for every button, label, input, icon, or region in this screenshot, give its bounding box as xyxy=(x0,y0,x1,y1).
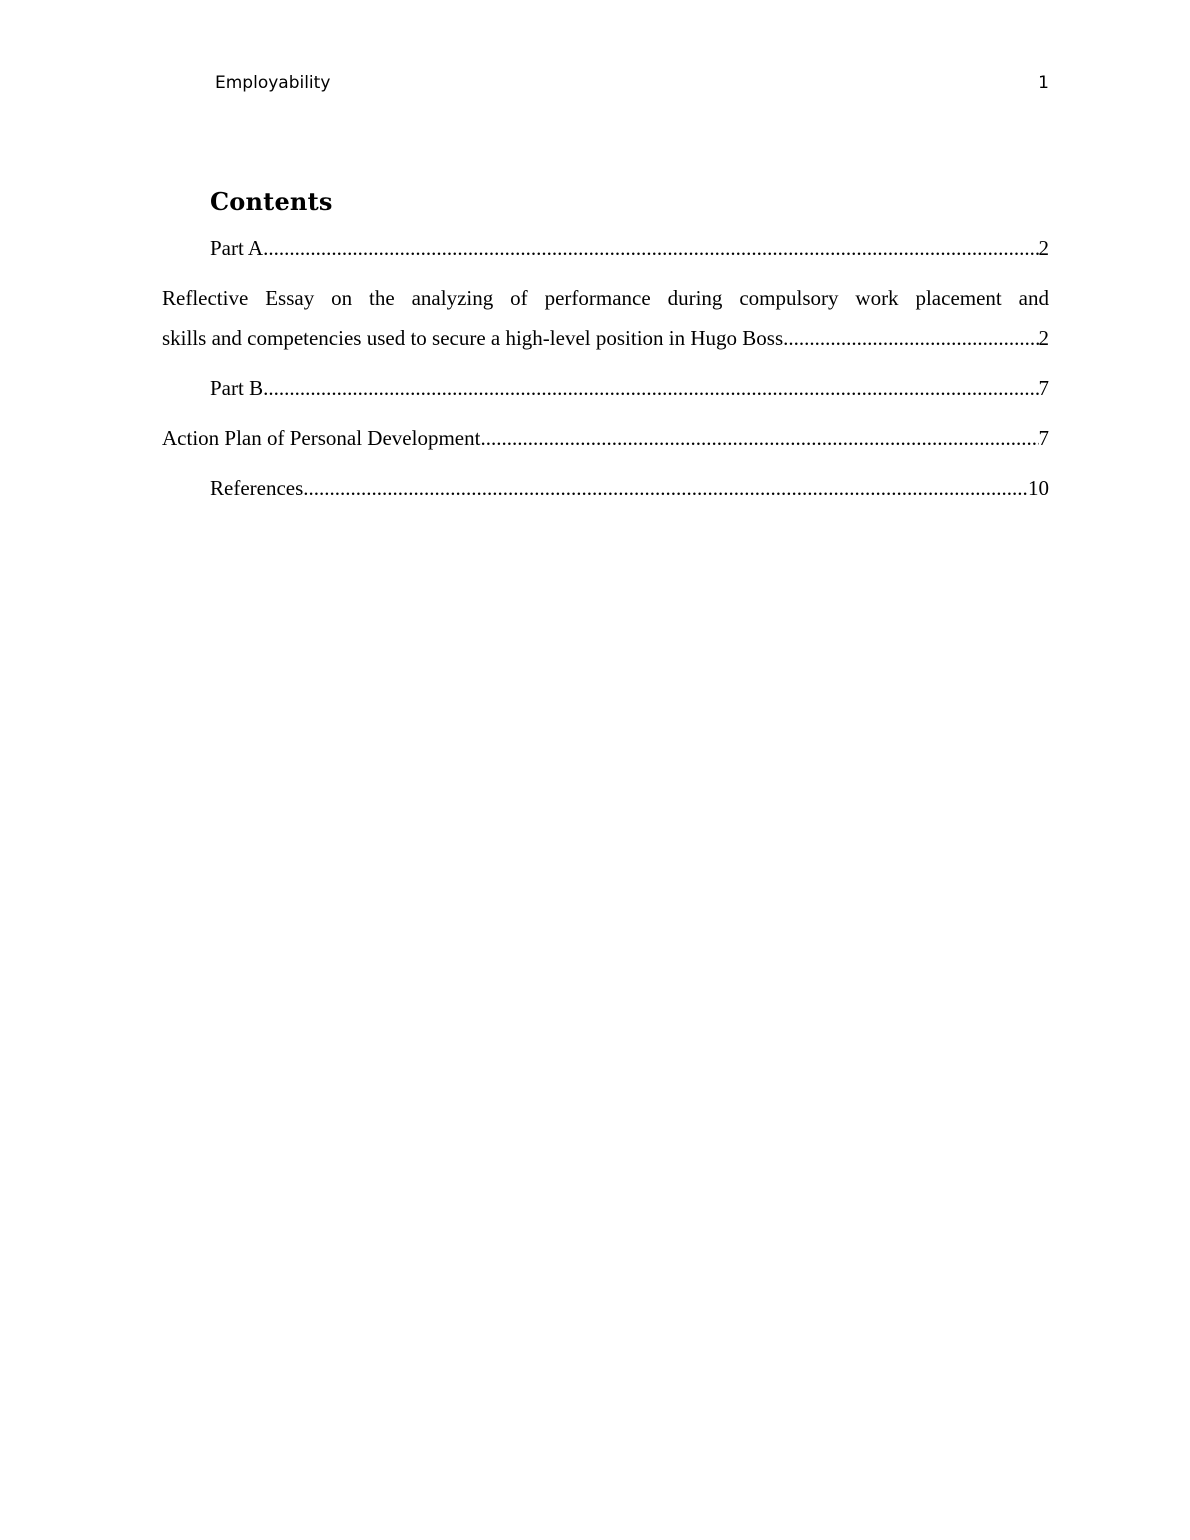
toc-leader-dots xyxy=(480,423,1038,453)
toc-entry-label: Action Plan of Personal Development xyxy=(162,426,481,450)
toc-entry-label-line1: Reflective Essay on the analyzing of performance during compulsory work placement and xyxy=(162,286,1049,310)
toc-leader-dots xyxy=(263,373,1038,403)
toc-entry-page: 10 xyxy=(1028,476,1049,500)
toc-entry-part-b[interactable] xyxy=(210,373,1049,403)
running-header-title: Employability xyxy=(215,73,331,93)
toc-entry-references[interactable] xyxy=(210,473,1049,503)
toc-entry-page: 7 xyxy=(1038,376,1049,400)
toc-entry-label: Part B xyxy=(210,376,264,400)
toc-leader-dots xyxy=(263,233,1038,263)
toc-entry-label: References xyxy=(210,476,304,500)
toc-entry-label: skills and competencies used to secure a high-level position in Hugo Boss xyxy=(162,326,784,350)
toc-entry-page: 7 xyxy=(1038,426,1049,450)
toc-heading: Contents xyxy=(210,187,333,216)
toc-entry-reflective-essay[interactable] xyxy=(162,323,1049,353)
page-number: 1 xyxy=(1038,73,1049,93)
toc-entry-part-a[interactable] xyxy=(210,233,1049,263)
toc-entry-label: Part A xyxy=(210,236,264,260)
toc-entry-page: 2 xyxy=(1038,236,1049,260)
toc-leader-dots xyxy=(303,473,1028,503)
toc-entry-page: 2 xyxy=(1038,326,1049,350)
toc-entry-reflective-essay-line1[interactable] xyxy=(162,283,1049,313)
toc-entry-action-plan[interactable] xyxy=(162,423,1049,453)
toc-leader-dots xyxy=(783,323,1038,353)
